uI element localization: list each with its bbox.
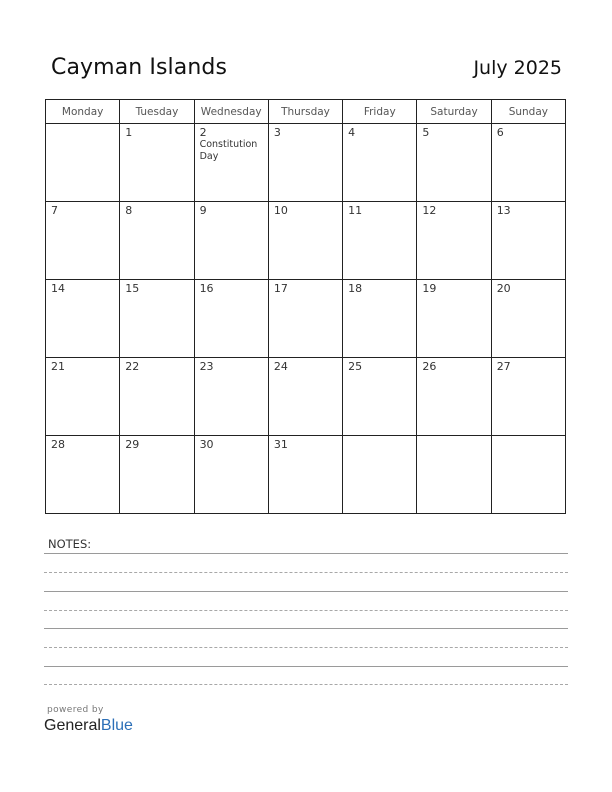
day-cell — [46, 202, 120, 280]
day-number: 10 — [273, 204, 288, 217]
day-cell — [194, 280, 268, 358]
week-row — [46, 436, 566, 514]
weekday-saturday: Saturday — [417, 100, 491, 124]
day-number: 29 — [125, 438, 140, 451]
day-cell — [46, 358, 120, 436]
day-number: 27 — [496, 360, 511, 373]
day-cell — [343, 358, 417, 436]
day-cell — [268, 124, 342, 202]
day-number: 12 — [422, 204, 437, 217]
day-number: 9 — [199, 204, 207, 217]
weekday-wednesday: Wednesday — [194, 100, 268, 124]
holiday-label-line1: Constitution — [199, 139, 258, 150]
day-number: 13 — [496, 204, 511, 217]
day-cell — [120, 124, 194, 202]
weekday-monday: Monday — [46, 100, 120, 124]
notes-line — [44, 591, 568, 592]
week-row — [46, 124, 566, 202]
day-number: 31 — [273, 438, 288, 451]
day-number: 1 — [125, 126, 133, 139]
powered-by-text: powered by — [47, 705, 104, 715]
day-cell — [194, 358, 268, 436]
day-cell — [120, 436, 194, 514]
day-cell — [46, 280, 120, 358]
day-cell — [343, 124, 417, 202]
day-number: 16 — [199, 282, 214, 295]
notes-line — [44, 684, 568, 685]
day-number: 2 — [199, 126, 207, 139]
weekday-header-row — [46, 100, 566, 124]
day-cell — [343, 280, 417, 358]
notes-line — [44, 553, 568, 554]
week-row — [46, 202, 566, 280]
day-number: 20 — [496, 282, 511, 295]
day-cell — [417, 436, 491, 514]
day-number: 4 — [348, 126, 356, 139]
day-cell — [491, 280, 565, 358]
day-number: 23 — [199, 360, 214, 373]
day-cell — [120, 202, 194, 280]
day-cell — [194, 202, 268, 280]
day-number: 24 — [273, 360, 288, 373]
day-cell — [343, 436, 417, 514]
month-year-title: July 2025 — [473, 57, 562, 79]
day-cell — [120, 280, 194, 358]
week-row — [46, 280, 566, 358]
day-number: 17 — [273, 282, 288, 295]
holiday-label-line2: Day — [199, 151, 219, 162]
day-cell — [417, 358, 491, 436]
day-cell — [120, 358, 194, 436]
day-cell — [194, 124, 268, 202]
day-number: 5 — [422, 126, 430, 139]
day-number: 3 — [273, 126, 281, 139]
weekday-sunday: Sunday — [491, 100, 565, 124]
notes-line — [44, 610, 568, 611]
day-cell — [46, 436, 120, 514]
notes-line — [44, 647, 568, 648]
day-cell — [194, 436, 268, 514]
day-cell — [491, 358, 565, 436]
day-number: 28 — [51, 438, 65, 451]
day-cell — [491, 124, 565, 202]
day-number: 6 — [496, 126, 504, 139]
day-cell — [491, 436, 565, 514]
calendar-grid — [45, 99, 566, 514]
day-number: 7 — [51, 204, 58, 217]
weekday-thursday: Thursday — [268, 100, 342, 124]
day-number: 11 — [348, 204, 363, 217]
day-cell — [268, 280, 342, 358]
notes-line — [44, 572, 568, 573]
day-number: 19 — [422, 282, 437, 295]
day-cell — [417, 202, 491, 280]
weekday-tuesday: Tuesday — [120, 100, 194, 124]
brand-part-blue: Blue — [100, 717, 133, 734]
day-cell — [268, 358, 342, 436]
notes-label: NOTES: — [48, 537, 92, 551]
notes-line — [44, 666, 568, 667]
day-number: 8 — [125, 204, 133, 217]
day-number: 22 — [125, 360, 140, 373]
brand-part-general: General — [44, 717, 101, 734]
day-number: 14 — [51, 282, 65, 295]
generalblue-logo[interactable] — [44, 717, 133, 735]
day-cell — [268, 202, 342, 280]
day-cell — [491, 202, 565, 280]
day-number: 26 — [422, 360, 437, 373]
day-number: 21 — [51, 360, 65, 373]
day-cell — [343, 202, 417, 280]
week-row — [46, 358, 566, 436]
day-number: 18 — [348, 282, 363, 295]
day-number: 25 — [348, 360, 363, 373]
weekday-friday: Friday — [343, 100, 417, 124]
day-cell — [417, 124, 491, 202]
day-number: 30 — [199, 438, 214, 451]
notes-line — [44, 628, 568, 629]
region-title: Cayman Islands — [51, 55, 228, 80]
day-cell — [268, 436, 342, 514]
day-cell — [417, 280, 491, 358]
day-number: 15 — [125, 282, 140, 295]
day-cell — [46, 124, 120, 202]
